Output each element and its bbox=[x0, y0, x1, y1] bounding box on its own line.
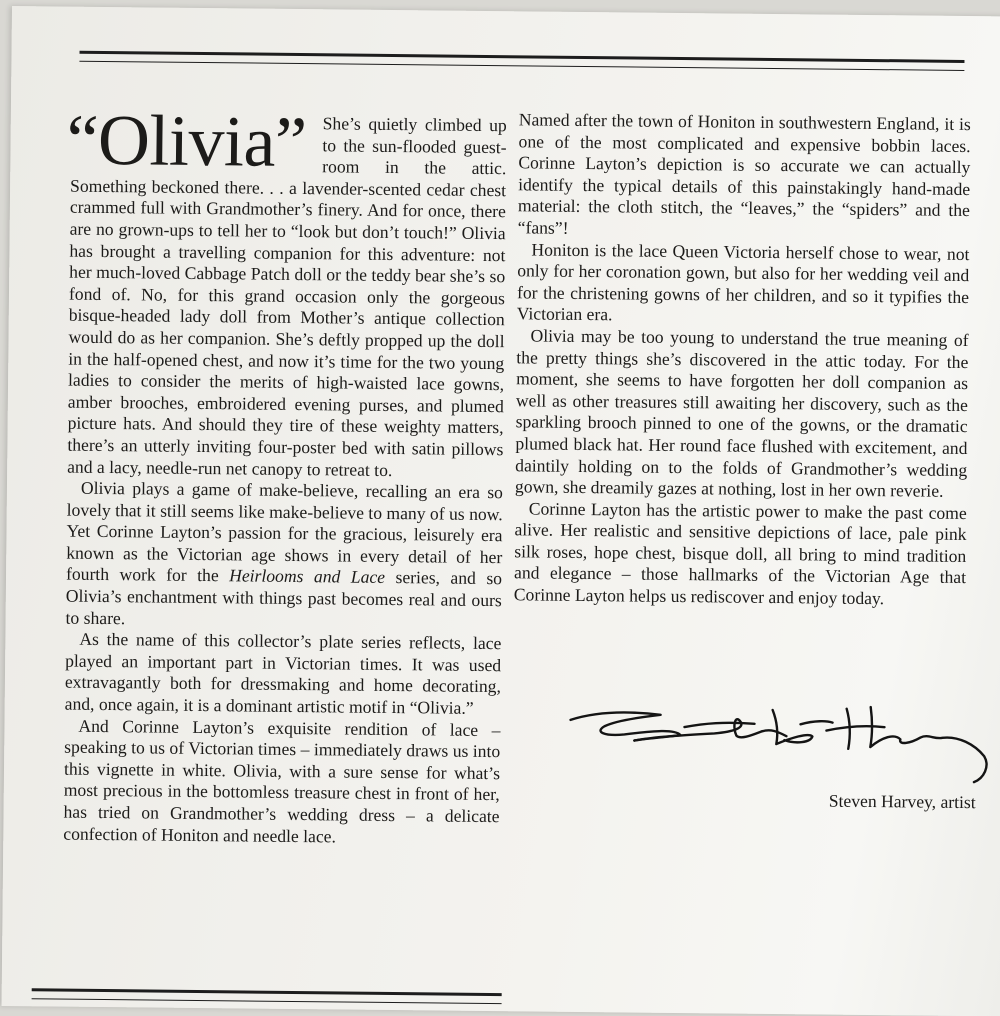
article-title: “Olivia” bbox=[66, 99, 307, 183]
right-column bbox=[514, 109, 971, 610]
left-paragraph-2-text-a: Olivia plays a game of make-believe, recalling an era so lovely that it still seems like make-believe to many of us now. Yet Corinne Layton’s passion for the gracious, leisurely era known as the Victorian age shows in every detail of her fourth work for the bbox=[65, 477, 504, 586]
left-column bbox=[63, 99, 507, 850]
artist-credit: Steven Harvey, artist bbox=[828, 790, 976, 813]
artist-signature bbox=[564, 690, 995, 804]
series-name: Heirlooms and Lace bbox=[229, 565, 386, 588]
left-paragraph-3: As the name of this collector’s plate series reflects, lace played an important part in Victorian times. It was used extravagantly both for dressmaking and home decorating, and, once again, it is a dominant artistic motif in “Olivia.” bbox=[64, 628, 502, 718]
left-paragraph-1: She’s quietly climbed up to the sun-flooded guest-room in the attic. Something beckoned there. . . a lavender-scented cedar chest crammed full with Grandmother’s finery. And for once, there are no grown-ups to tell her to “look but don’t touch!” Olivia has brought a travelling companion for this adventure: not her much-loved Cabbage Patch doll or the teddy bear she’s so fond of. No, for this grand occasion only the gorgeous bisque-headed lady doll from Mother’s antique collection would do as her companion. She’s deftly propped up the doll in the half-opened chest, and now it’s time for the two young ladies to consider the merits of high-waisted lace gowns, amber brooches, embroidered evening purses, and plumed picture hats. And should they tire of these weighty matters, there’s an utterly inviting four-poster bed with satin pillows and a lacy, needle-run net canopy to retreat to. bbox=[67, 113, 507, 480]
left-paragraph-4: And Corinne Layton’s exquisite rendition of lace – speaking to us of Victorian times – immediately draws us into this vignette in white. Olivia, with a sure sense for what’s most precious in the bottomless treasure chest in front of her, has tried on Grandmother’s wedding dress – a delicate confection of Honiton and needle lace. bbox=[63, 715, 501, 847]
magazine-page bbox=[2, 6, 1000, 1016]
right-paragraph-3: Olivia may be too young to understand the true meaning of the pretty things she’s discovered in the attic today. For the moment, she seems to have forgotten her doll companion as well as other treasures still awaiting her discovery, such as the sparkling brooch pinned to one of the gowns, or the dramatic plumed black hat. Her round face flushed with excitement, and daintily holding on to the folds of Grandmother’s wedding gown, she dreamily gazes at nothing, lost in her own reverie. bbox=[514, 325, 969, 501]
right-paragraph-2: Honiton is the lace Queen Victoria herself chose to wear, not only for her coronation gown, but also for her wedding veil and for the christening gowns of her children, and so it typifies the Victorian era. bbox=[516, 239, 970, 325]
bottom-rule-thin bbox=[32, 998, 502, 1004]
top-rule-thin bbox=[79, 61, 964, 71]
right-paragraph-1: Named after the town of Honiton in southwestern England, it is one of the most complicated and expensive bobbin laces. Corinne Layton’s depiction is so accurate we can actually identify the typical details of this painstakingly hand-made material: the cloth stitch, the “leaves,” the “spiders” and the “fans”! bbox=[517, 109, 971, 238]
left-paragraph-2 bbox=[65, 478, 503, 634]
left-paragraph-2-text-b: series, and so Olivia’s enchantment with things past becomes real and ours to share. bbox=[65, 567, 503, 628]
right-paragraph-4: Corinne Layton has the artistic power to make the past come alive. Her realistic and sensitive depictions of lace, pale pink silk roses, hope chest, bisque doll, all bring to mind tradition and elegance – those hallmarks of the Victorian Age that Corinne Layton helps us rediscover and enjoy today. bbox=[513, 498, 967, 609]
bottom-rule-thick bbox=[32, 988, 502, 996]
